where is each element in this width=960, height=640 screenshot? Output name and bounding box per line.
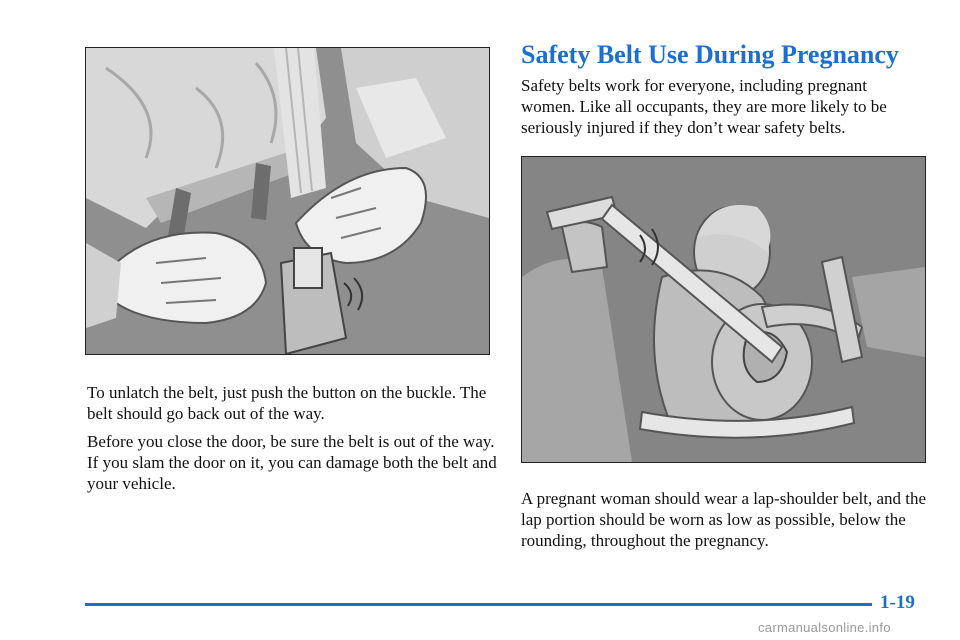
door-warning-text: Before you close the door, be sure the belt is out of the way. If you slam the door on it, you can damage both the belt and your vehicle. xyxy=(87,432,497,493)
seat-belt-unlatch-illustration xyxy=(85,47,490,355)
page-heading: Safety Belt Use During Pregnancy xyxy=(521,40,899,69)
page-number: 1-19 xyxy=(880,592,915,613)
pregnancy-intro-text: Safety belts work for everyone, including pregnant women. Like all occupants, they are more likely to be seriously injured if they don’t wear safety belts. xyxy=(521,76,887,137)
pregnancy-belt-caption: A pregnant woman should wear a lap-shoulder belt, and the lap portion should be worn as low as possible, below the rounding, throughout the pregnancy. xyxy=(521,489,927,550)
unlatch-instruction-text: To unlatch the belt, just push the button on the buckle. The belt should go back out of the way. xyxy=(87,383,487,423)
watermark-text: carmanualsonline.info xyxy=(758,620,891,635)
pregnant-woman-lap-shoulder-belt-illustration xyxy=(521,156,926,463)
footer-rule xyxy=(85,603,872,606)
